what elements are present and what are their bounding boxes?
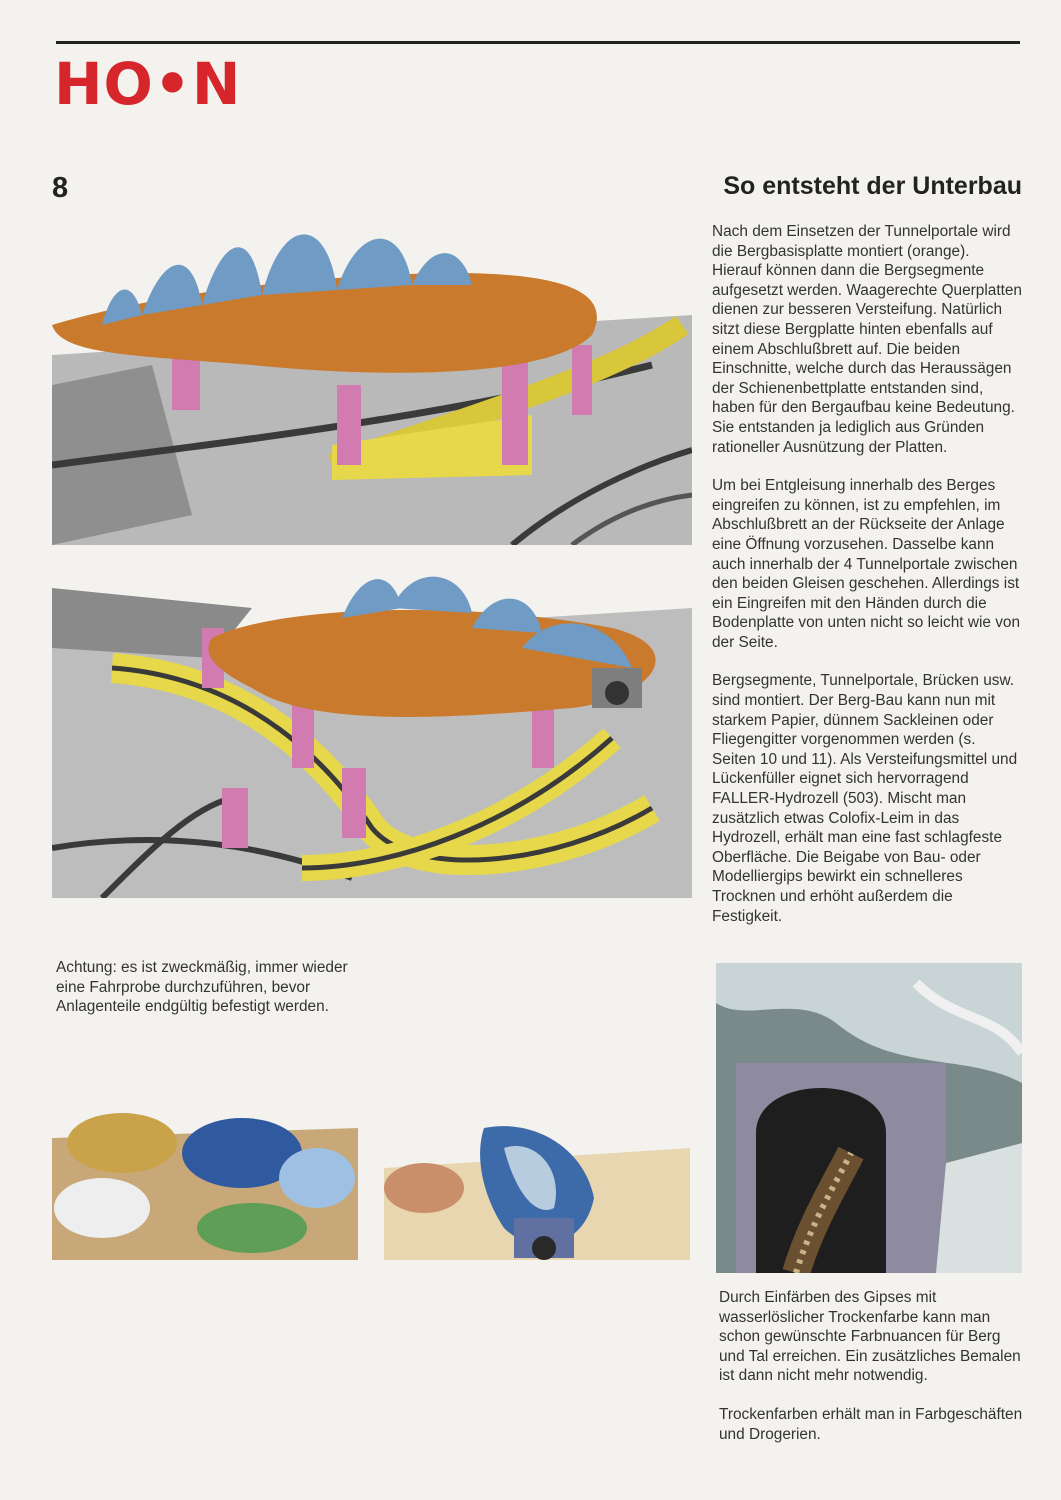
photo-substructure-top <box>52 215 692 545</box>
paragraph-2: Um bei Entgleisung innerhalb des Berges eingreifen zu können, ist zu empfehlen, im Abschlußbrett an der Rückseite der Anlage eine Öffnung vorzusehen. Dasselbe kann auch innerhalb der 4 Tunnelportale zwischen den beiden Gleisen geschehen. Allerdings ist ein Eingreifen mit den Händen durch die Bodenplatte von unten nicht so leicht wie von der Seite. <box>712 477 1021 651</box>
paragraph-3: Bergsegmente, Tunnelportale, Brücken usw. sind montiert. Der Berg-Bau kann nun mit starkem Papier, dünnem Sackleinen oder Fliegengitter vorgenommen werden (s. Seiten 10 und 11). Als Versteifungsmittel und Lückenfüller eignet sich hervorragend FALLER-Hydrozell (503). Mischt man zusätzlich etwas Colofix-Leim in das Hydrozell, erhält man eine fast schlagfeste Oberfläche. Die Beigabe von Bau- oder Modelliergips bewirkt ein schnelleres Trocknen und erhöht außerdem die Festigkeit. <box>712 672 1018 925</box>
caption-dry-colors-paragraph-2: Trockenfarben erhält man in Farbgeschäften und Drogerien. <box>719 1405 1023 1443</box>
top-rule <box>56 41 1020 44</box>
photo-plaster-samples <box>52 1108 358 1260</box>
paragraph-1: Nach dem Einsetzen der Tunnelportale wird die Bergbasisplatte montiert (orange). Hierauf können dann die Bergsegmente aufgesetzt werden. Waagerechte Querplatten dienen zur besseren Versteifung. Natürlich sitzt diese Bergplatte hinten ebenfalls auf einem Abschlußbrett auf. Die beiden Einschnitte, welche durch das Heraussägen der Schienenbettplatte entstanden sind, haben für den Bergaufbau keine Bedeutung. Sie entstanden ja lediglich aus Gründen rationeller Ausnützung der Platten. <box>712 223 1022 456</box>
photo-applying-plaster <box>384 1108 690 1260</box>
page-headline: So entsteht der Unterbau <box>723 172 1022 200</box>
photo-substructure-bottom <box>52 568 692 898</box>
photo-tunnel-portal <box>716 963 1022 1273</box>
caption-dry-colors <box>719 1288 1023 1444</box>
page-number: 8 <box>52 172 69 204</box>
brand-logo: HO•N <box>54 50 242 118</box>
body-text-column <box>712 222 1022 926</box>
caption-test-run: Achtung: es ist zweckmäßig, immer wieder eine Fahrprobe durchzuführen, bevor Anlagenteile endgültig befestigt werden. <box>56 959 348 1016</box>
caption-dry-colors-paragraph-1: Durch Einfärben des Gipses mit wasserlöslicher Trockenfarbe kann man schon gewünschte Farbnuancen für Berg und Tal erreichen. Ein zusätzliches Bemalen ist dann nicht mehr notwendig. <box>719 1289 1021 1385</box>
